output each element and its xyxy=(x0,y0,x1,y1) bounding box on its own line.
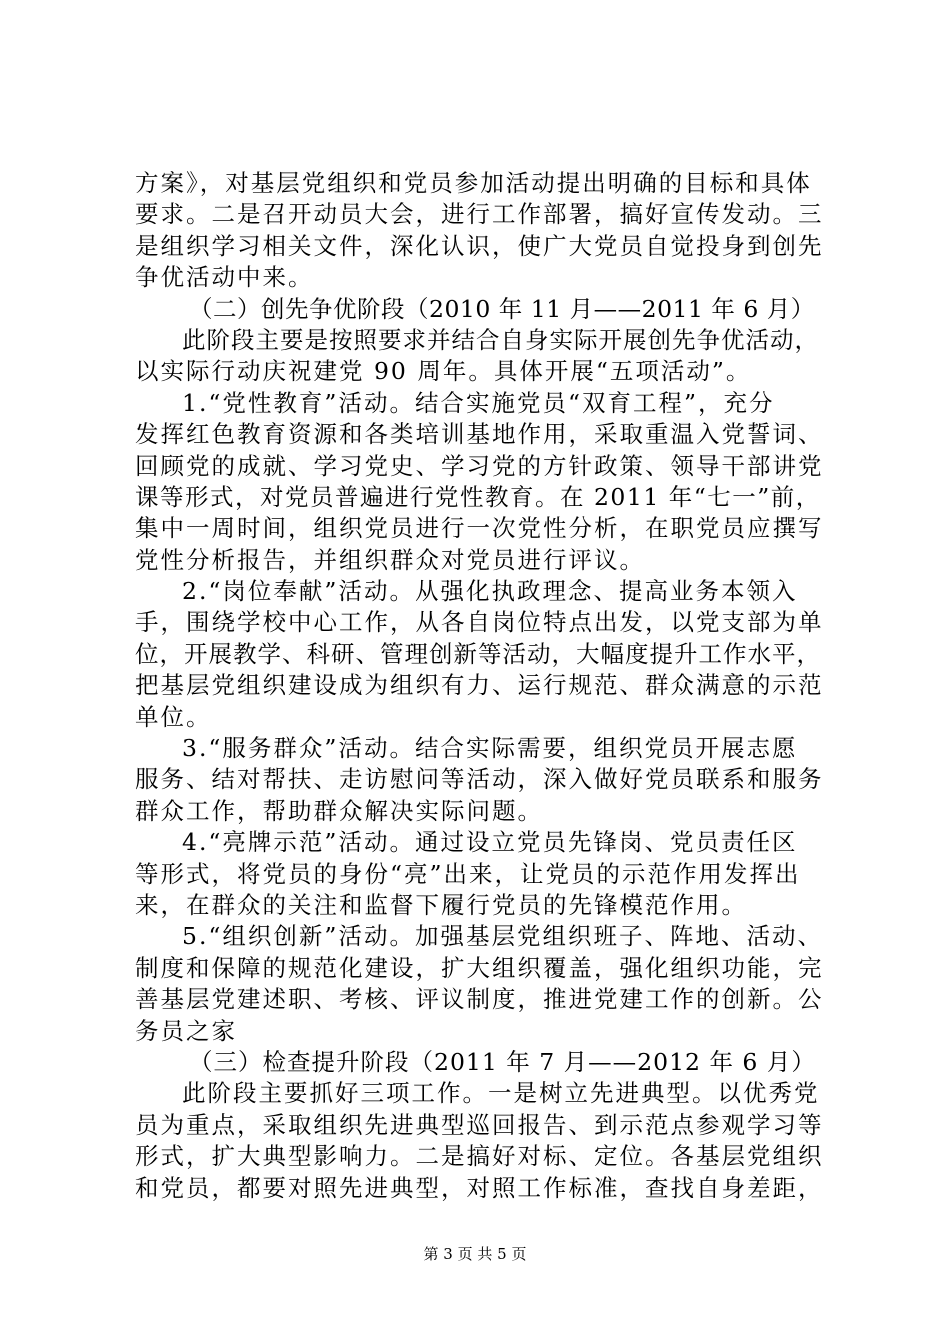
text-line: 集中一周时间，组织党员进行一次党性分析，在职党员应撰写 xyxy=(135,514,824,543)
text-line: 等形式，将党员的身份“亮”出来，让党员的示范作用发挥出 xyxy=(135,859,801,888)
text-line: 此阶段主要抓好三项工作。一是树立先进典型。以优秀党 xyxy=(182,1079,820,1108)
text-line: 善基层党建述职、考核、评议制度，推进党建工作的创新。公 xyxy=(135,985,824,1014)
text-line: 党性分析报告，并组织群众对党员进行评议。 xyxy=(135,545,645,574)
text-line: 争优活动中来。 xyxy=(135,263,314,292)
text-line: 发挥红色教育资源和各类培训基地作用，采取重温入党誓词、 xyxy=(135,420,824,449)
text-line: 群众工作，帮助群众解决实际问题。 xyxy=(135,796,543,825)
text-line: 务员之家 xyxy=(135,1016,237,1045)
text-line: 方案》，对基层党组织和党员参加活动提出明确的目标和具体 xyxy=(135,169,812,197)
text-line: 回顾党的成就、学习党史、学习党的方针政策、领导干部讲党 xyxy=(135,451,824,480)
document-body xyxy=(135,168,825,1204)
text-line: 是组织学习相关文件，深化认识，使广大党员自觉投身到创先 xyxy=(135,231,824,260)
text-line: 5.“组织创新”活动。加强基层党组织班子、阵地、活动、 xyxy=(182,922,823,951)
text-line: 以实际行动庆祝建党 90 周年。具体开展“五项活动”。 xyxy=(135,357,752,386)
text-line: 位，开展教学、科研、管理创新等活动，大幅度提升工作水平， xyxy=(135,639,821,668)
text-line: 形式，扩大典型影响力。二是搞好对标、定位。各基层党组织 xyxy=(135,1142,824,1171)
text-line: 来，在群众的关注和监督下履行党员的先锋模范作用。 xyxy=(135,890,747,919)
text-line: 服务、结对帮扶、走访慰问等活动，深入做好党员联系和服务 xyxy=(135,765,824,794)
text-line: 和党员，都要对照先进典型，对照工作标准，查找自身差距， xyxy=(135,1173,824,1202)
section-heading: （二）创先争优阶段（2010 年 11 月——2011 年 6 月） xyxy=(189,294,815,323)
text-line: 课等形式，对党员普遍进行党性教育。在 2011 年“七一”前， xyxy=(135,482,821,511)
text-line: 要求。二是召开动员大会，进行工作部署，搞好宣传发动。三 xyxy=(135,200,824,229)
text-line: 4.“亮牌示范”活动。通过设立党员先锋岗、党员责任区 xyxy=(182,828,798,857)
text-line: 制度和保障的规范化建设，扩大组织覆盖，强化组织功能，完 xyxy=(135,953,824,982)
text-line: 2.“岗位奉献”活动。从强化执政理念、提高业务本领入 xyxy=(182,577,798,606)
text-line: 把基层党组织建设成为组织有力、运行规范、群众满意的示范 xyxy=(135,671,824,700)
text-line: 1.“党性教育”活动。结合实施党员“双育工程”，充分 xyxy=(182,388,775,417)
text-line: 手，围绕学校中心工作，从各自岗位特点出发，以党支部为单 xyxy=(135,608,824,637)
text-line: 员为重点，采取组织先进典型巡回报告、到示范点参观学习等 xyxy=(135,1110,824,1139)
text-line: 单位。 xyxy=(135,702,212,731)
text-line: 3.“服务群众”活动。结合实际需要，组织党员开展志愿 xyxy=(182,734,798,763)
page-number-footer: 第 3 页 共 5 页 xyxy=(423,1245,527,1263)
text-line: 此阶段主要是按照要求并结合自身实际开展创先争优活动， xyxy=(182,325,819,354)
section-heading: （三）检查提升阶段（2011 年 7 月——2012 年 6 月） xyxy=(189,1047,816,1076)
